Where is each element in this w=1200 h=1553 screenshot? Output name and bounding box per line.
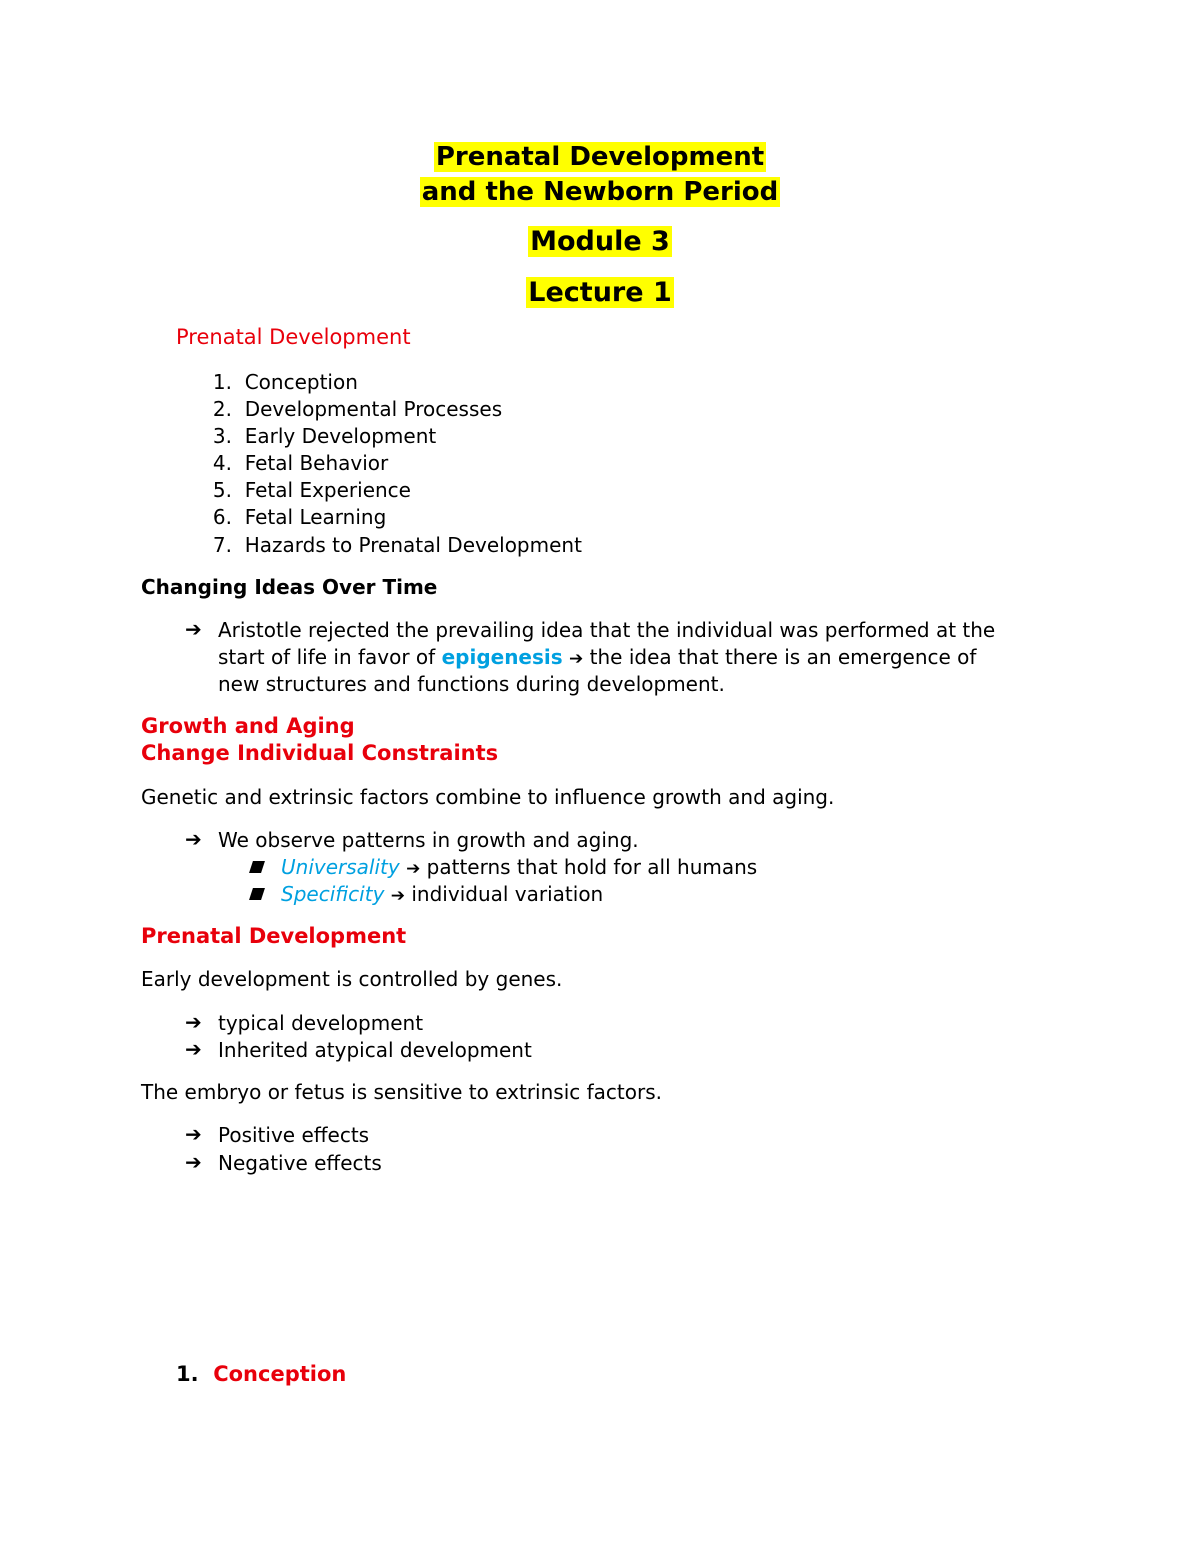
aristotle-line-3: new structures and functions during development.	[218, 672, 725, 696]
prenatal-heading: Prenatal Development	[141, 924, 407, 948]
outline-item: 2. Developmental Processes	[212, 397, 503, 421]
arrow-right-icon: ➔	[390, 886, 406, 906]
prenatal-paragraph-2: The embryo or fetus is sensitive to extrinsic factors.	[141, 1080, 662, 1104]
effects-bullet: Positive effects	[218, 1123, 370, 1147]
outline-item: 6. Fetal Learning	[212, 505, 387, 529]
arrow-right-icon: ➔	[185, 827, 202, 851]
arrow-right-icon: ➔	[185, 1150, 202, 1174]
module-label: Module 3	[530, 226, 670, 257]
growth-bullet: We observe patterns in growth and aging.	[218, 828, 639, 852]
arrow-right-icon: ➔	[185, 617, 202, 641]
changing-ideas-heading: Changing Ideas Over Time	[141, 575, 438, 599]
title-line-1: Prenatal Development	[435, 142, 765, 172]
outline-item: 4. Fetal Behavior	[212, 451, 389, 475]
prenatal-bullet: typical development	[218, 1011, 424, 1035]
square-bullet-icon	[249, 861, 265, 873]
aristotle-line-1: Aristotle rejected the prevailing idea that the individual was performed at the	[218, 618, 996, 642]
epigenesis-term: epigenesis	[441, 645, 563, 669]
growth-heading: Growth and Aging	[141, 714, 355, 738]
arrow-right-icon: ➔	[569, 649, 584, 669]
growth-paragraph: Genetic and extrinsic factors combine to influence growth and aging.	[141, 785, 835, 809]
specificity-item: Specificity ➔ individual variation	[281, 882, 604, 906]
outline-item: 5. Fetal Experience	[212, 478, 411, 502]
title-line-2: and the Newborn Period	[421, 177, 779, 207]
outline-item: 1. Conception	[212, 370, 358, 394]
prenatal-paragraph-1: Early development is controlled by genes.	[141, 967, 563, 991]
arrow-right-icon: ➔	[185, 1010, 202, 1034]
arrow-right-icon: ➔	[185, 1122, 202, 1146]
outline-item: 7. Hazards to Prenatal Development	[212, 533, 582, 557]
constraints-heading: Change Individual Constraints	[141, 741, 499, 765]
outline-heading: Prenatal Development	[176, 325, 411, 349]
universality-item: Universality ➔ patterns that hold for all humans	[281, 855, 758, 879]
effects-bullet: Negative effects	[218, 1151, 382, 1175]
prenatal-bullet: Inherited atypical development	[218, 1038, 532, 1062]
section-1-heading: 1. Conception	[176, 1362, 347, 1386]
arrow-right-icon: ➔	[185, 1037, 202, 1061]
aristotle-line-2: start of life in favor of epigenesis ➔ the idea that there is an emergence of	[218, 645, 977, 669]
outline-item: 3. Early Development	[212, 424, 437, 448]
square-bullet-icon	[249, 888, 265, 900]
arrow-right-icon: ➔	[406, 859, 421, 879]
lecture-label: Lecture 1	[528, 277, 672, 308]
